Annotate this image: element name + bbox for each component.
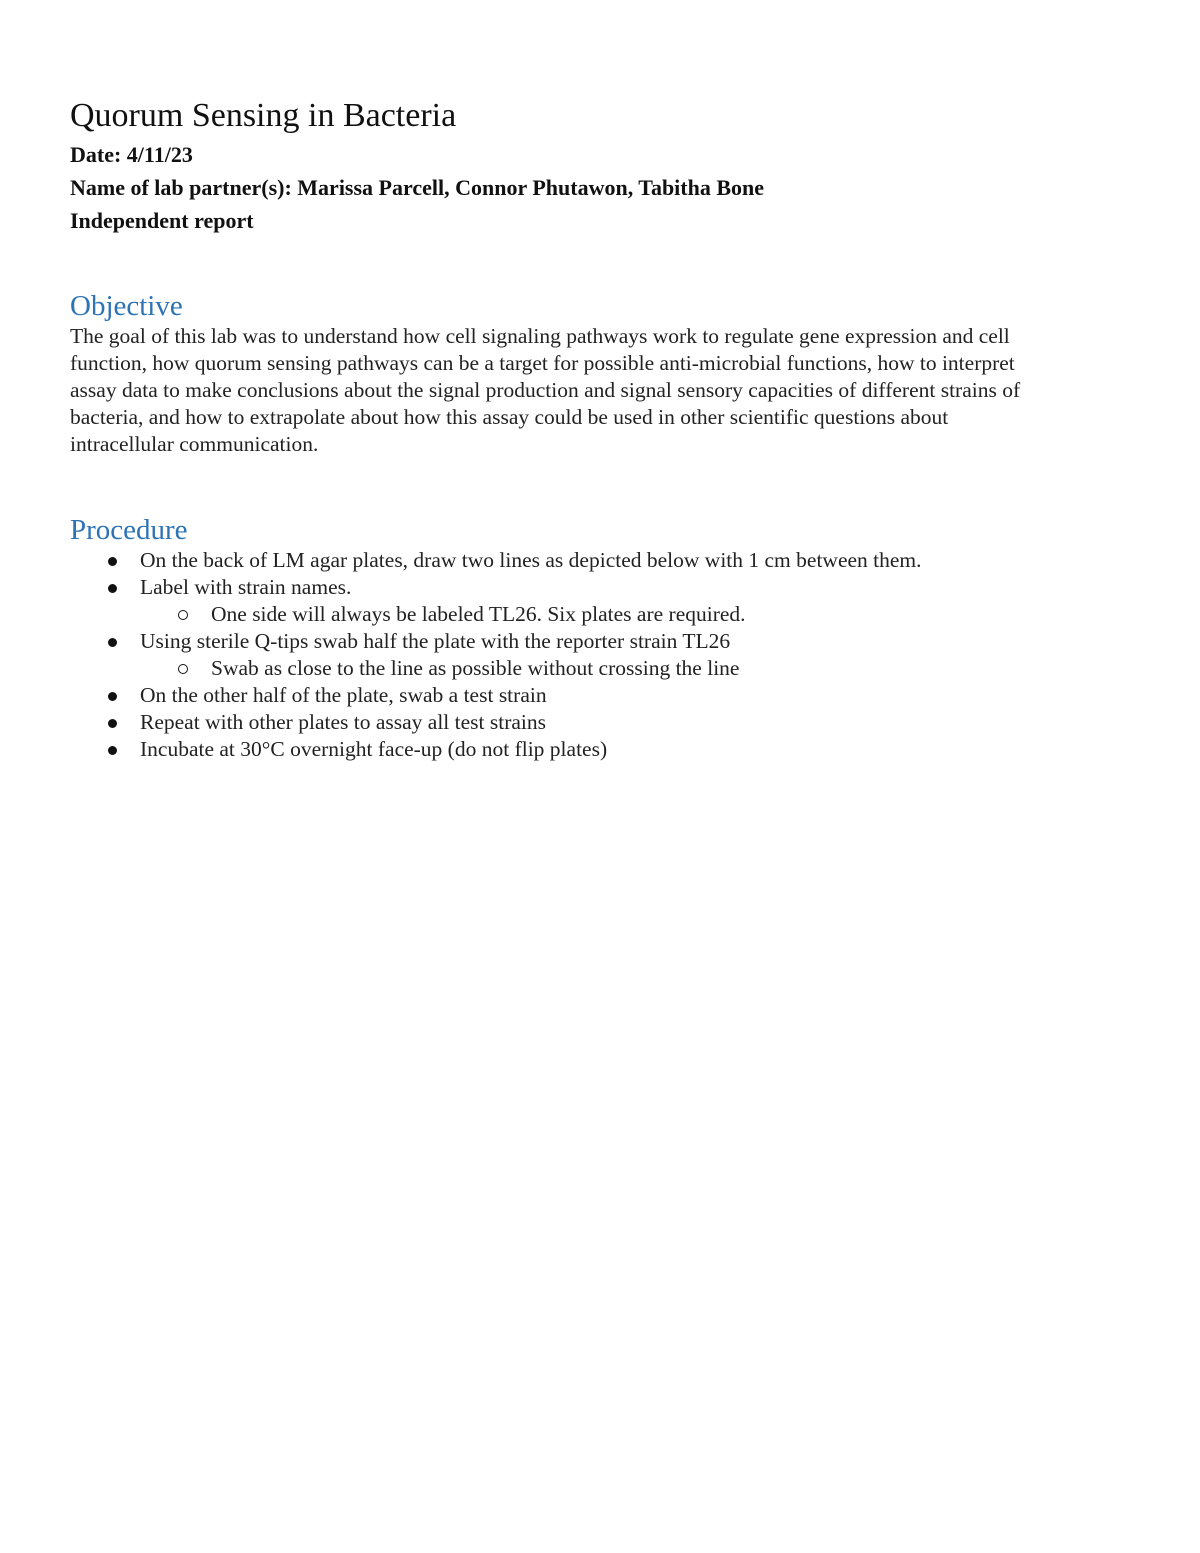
document-title: Quorum Sensing in Bacteria bbox=[70, 97, 457, 134]
objective-heading: Objective bbox=[70, 290, 183, 322]
objective-paragraph bbox=[70, 323, 1130, 458]
procedure-list bbox=[70, 547, 1130, 763]
procedure-step-text: On the back of LM agar plates, draw two lines as depicted below with 1 cm between them. bbox=[140, 548, 922, 572]
procedure-substep-text: One side will always be labeled TL26. Six plates are required. bbox=[211, 602, 746, 626]
procedure-step bbox=[70, 574, 1130, 601]
filled-circle-bullet-icon bbox=[108, 692, 117, 701]
objective-line: function, how quorum sensing pathways can be a target for possible anti-microbial functions, how to interpret bbox=[70, 351, 1015, 375]
report-type-line: Independent report bbox=[70, 208, 254, 233]
objective-line: The goal of this lab was to understand how cell signaling pathways work to regulate gene expression and cell bbox=[70, 324, 1010, 348]
objective-line: assay data to make conclusions about the signal production and signal sensory capacities of different strains of bbox=[70, 378, 1021, 402]
procedure-step bbox=[70, 736, 1130, 763]
objective-line: bacteria, and how to extrapolate about how this assay could be used in other scientific questions about bbox=[70, 405, 949, 429]
procedure-step-text: Incubate at 30°C overnight face-up (do not flip plates) bbox=[140, 737, 608, 761]
filled-circle-bullet-icon bbox=[108, 719, 117, 728]
document-page bbox=[70, 96, 1130, 763]
procedure-step bbox=[70, 682, 1130, 709]
procedure-heading: Procedure bbox=[70, 514, 188, 546]
procedure-step-text: Repeat with other plates to assay all test strains bbox=[140, 710, 547, 734]
filled-circle-bullet-icon bbox=[108, 584, 117, 593]
procedure-step bbox=[70, 709, 1130, 736]
filled-circle-bullet-icon bbox=[108, 638, 117, 647]
objective-line: intracellular communication. bbox=[70, 432, 319, 456]
hollow-circle-bullet-icon bbox=[178, 664, 188, 674]
filled-circle-bullet-icon bbox=[108, 746, 117, 755]
procedure-substep bbox=[70, 655, 1130, 682]
procedure-step-text: Using sterile Q-tips swab half the plate with the reporter strain TL26 bbox=[140, 629, 731, 653]
procedure-step-text: Label with strain names. bbox=[140, 575, 352, 599]
procedure-step-text: On the other half of the plate, swab a test strain bbox=[140, 683, 547, 707]
lab-partners-line: Name of lab partner(s): Marissa Parcell, Connor Phutawon, Tabitha Bone bbox=[70, 175, 765, 200]
procedure-step bbox=[70, 547, 1130, 574]
procedure-step bbox=[70, 628, 1130, 655]
hollow-circle-bullet-icon bbox=[178, 610, 188, 620]
procedure-substep bbox=[70, 601, 1130, 628]
date-line: Date: 4/11/23 bbox=[70, 142, 193, 167]
procedure-substep-text: Swab as close to the line as possible without crossing the line bbox=[211, 656, 740, 680]
filled-circle-bullet-icon bbox=[108, 557, 117, 566]
